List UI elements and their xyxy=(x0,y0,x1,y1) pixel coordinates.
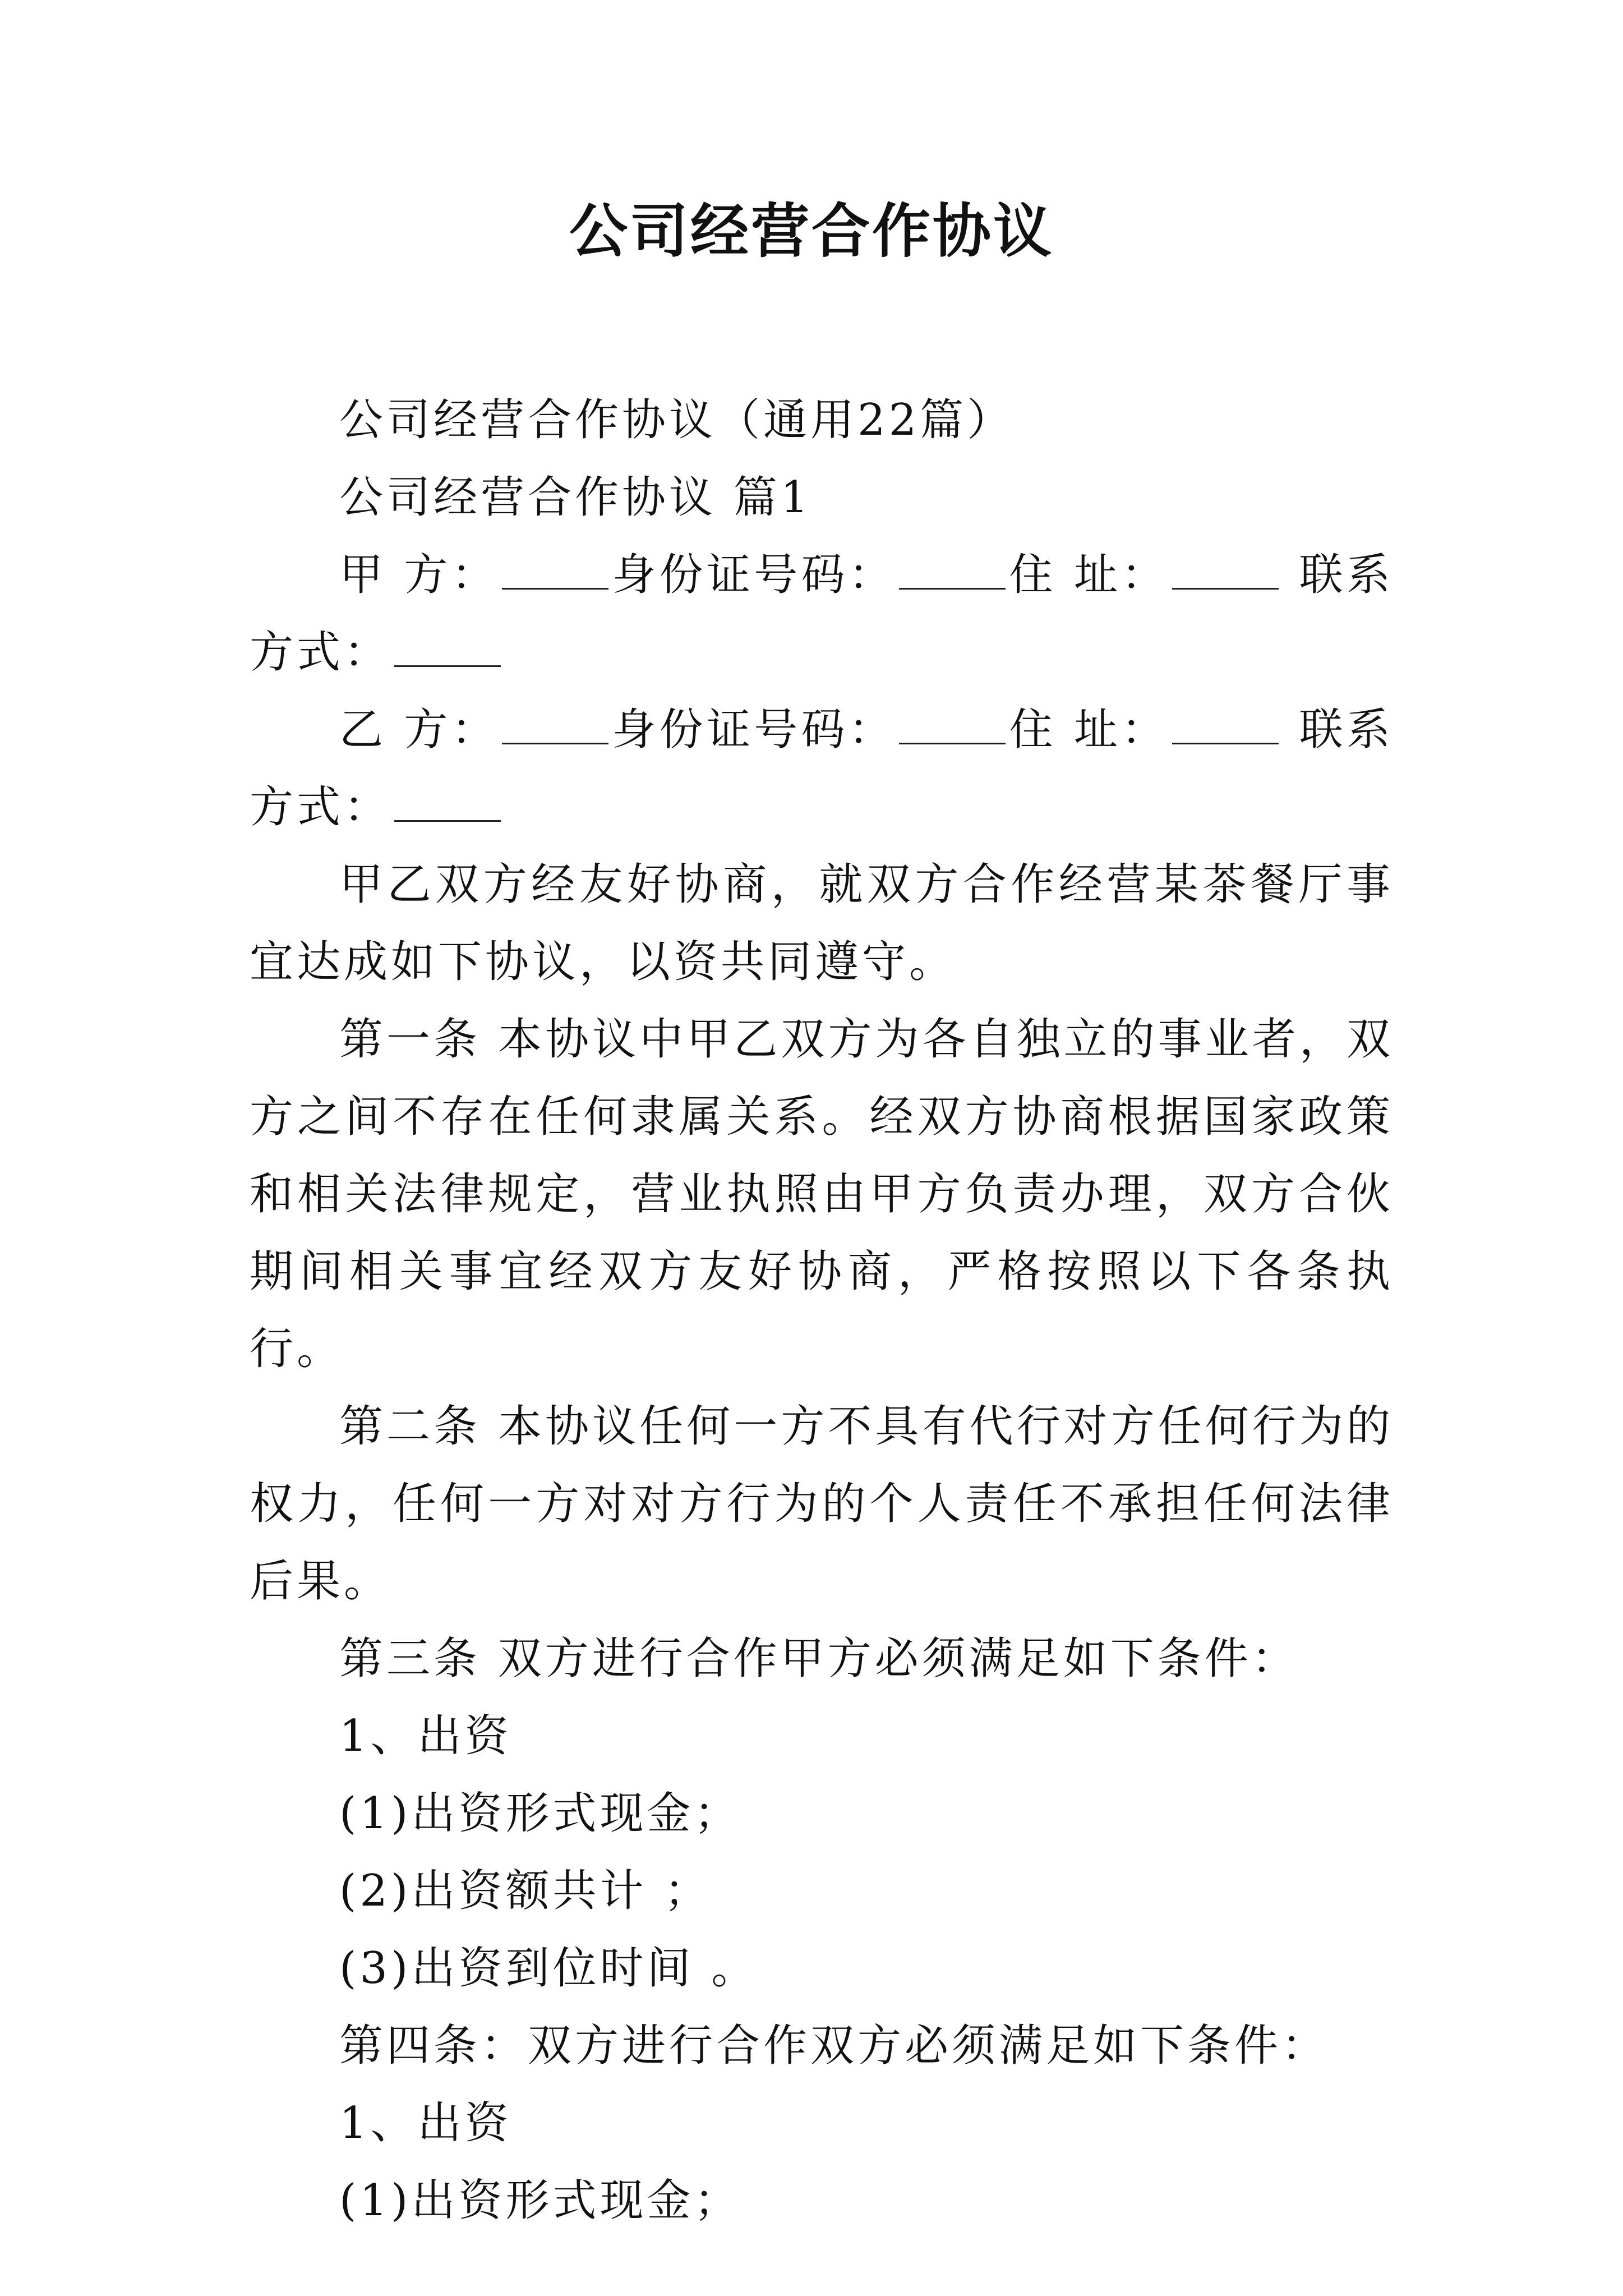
party-b-id-label: 身份证号码： xyxy=(612,705,896,755)
party-a-address-label: 住 址： xyxy=(1009,550,1169,600)
subtitle: 公司经营合作协议（通用22篇） xyxy=(339,395,1015,445)
party-a-id-blank xyxy=(899,554,1006,590)
party-b-contact-label: 联系方式： xyxy=(250,705,1394,832)
article-4: 第四条：双方进行合作双方必须满足如下条件： xyxy=(339,2021,1329,2071)
art4-item-1-1: (1)出资形式现金； xyxy=(339,2175,741,2226)
article-2: 第二条 本协议任何一方不具有代行对方任何行为的权力，任何一方对对方行为的个人责任不承担任何法律后果。 xyxy=(250,1401,1394,1607)
intro-paragraph: 甲乙双方经友好协商，就双方合作经营某茶餐厅事宜达成如下协议，以资共同遵守。 xyxy=(250,859,1394,987)
party-a-id-label: 身份证号码： xyxy=(612,550,896,600)
party-b-id-blank xyxy=(899,709,1006,744)
art4-item-1: 1、出资 xyxy=(339,2098,512,2148)
party-b-contact-blank xyxy=(394,786,501,822)
party-a-contact-blank xyxy=(394,632,501,667)
article-1: 第一条 本协议中甲乙双方为各自独立的事业者，双方之间不存在任何隶属关系。经双方协商根据国家政策和相关法律规定，营业执照由甲方负责办理，双方合伙期间相关事宜经双方友好协商，严格按照以下各条执行。 xyxy=(250,1014,1394,1374)
art3-item-1: 1、出资 xyxy=(339,1711,512,1761)
chapter-heading: 公司经营合作协议 篇1 xyxy=(339,472,812,523)
party-b-address-label: 住 址： xyxy=(1009,705,1169,755)
art3-item-1-1: (1)出资形式现金； xyxy=(339,1788,741,1839)
art3-item-1-2: (2)出资额共计 ； xyxy=(339,1866,712,1916)
article-3: 第三条 双方进行合作甲方必须满足如下条件： xyxy=(339,1634,1299,1684)
party-b-name-blank xyxy=(502,709,608,744)
document-title: 公司经营合作协议 xyxy=(569,196,1054,265)
party-a-address-blank xyxy=(1172,554,1279,590)
art3-item-1-3: (3)出资到位时间 。 xyxy=(339,1943,759,1994)
party-a-line xyxy=(250,536,1394,691)
party-a-label: 甲 方： xyxy=(339,550,499,600)
party-b-address-blank xyxy=(1172,709,1279,744)
party-a-contact-label: 联系方式： xyxy=(250,550,1394,678)
document-body xyxy=(250,381,1394,2239)
party-b-label: 乙 方： xyxy=(339,705,499,755)
party-a-name-blank xyxy=(502,554,608,590)
party-b-line xyxy=(250,691,1394,846)
